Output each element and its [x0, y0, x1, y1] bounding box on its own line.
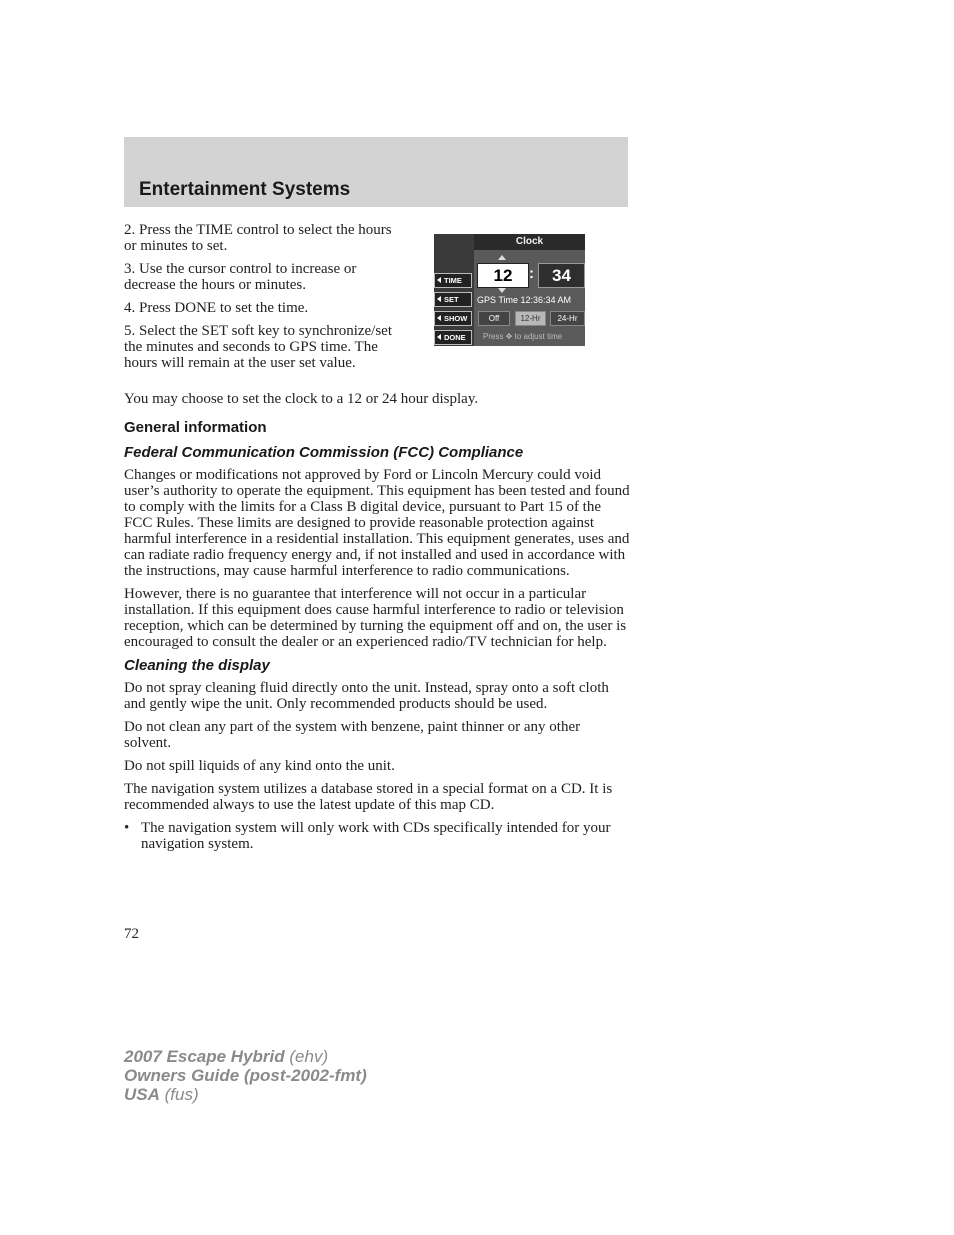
section-title: Entertainment Systems: [139, 179, 351, 200]
step-3: 3. Use the cursor control to increase or decrease the hours or minutes.: [124, 261, 357, 293]
clock-hours: 12: [477, 263, 529, 288]
general-information-heading: General information: [124, 419, 267, 436]
main-content: [124, 391, 630, 852]
step-4: 4. Press DONE to set the time.: [124, 300, 309, 316]
fcc-heading: Federal Communication Commission (FCC) Compliance: [124, 444, 524, 461]
document-footer: [124, 1047, 367, 1104]
cleaning-paragraph-2: Do not clean any part of the system with benzene, paint thinner or any other solvent.: [124, 719, 581, 751]
soft-key-done: DONE: [434, 330, 472, 345]
bullet-text: The navigation system will only work with CDs specifically intended for your navigation system.: [141, 820, 611, 852]
left-arrow-icon: [437, 277, 441, 283]
clock-screen-title: Clock: [474, 234, 585, 250]
option-24-hr: 24-Hr: [550, 311, 585, 326]
step-2: 2. Press the TIME control to select the hours or minutes to set.: [124, 222, 392, 254]
arrow-up-icon: [498, 255, 506, 260]
clock-minutes: 34: [538, 263, 585, 288]
fcc-paragraph-1: Changes or modifications not approved by Ford or Lincoln Mercury could void user’s authority to operate the equipment. This equipment has been tested and found to comply with the limits for a Class B digital device, pursuant to Part 15 of the FCC Rules. These limits are designed to provide reasonable protection against harmful interference in a residential installation. This equipment generates, uses and can radiate radio frequency energy and, if not installed and used in accordance with the instructions, may cause harmful interference to radio communications.: [124, 467, 630, 579]
cleaning-heading: Cleaning the display: [124, 657, 270, 674]
step-5: 5. Select the SET soft key to synchronize/set the minutes and seconds to GPS time. The hours will remain at the user set value.: [124, 323, 393, 371]
clock-steps: [124, 222, 394, 378]
gps-time: GPS Time 12:36:34 AM: [477, 295, 572, 305]
cleaning-paragraph-3: Do not spill liquids of any kind onto the unit.: [124, 758, 395, 774]
arrow-down-icon: [498, 288, 506, 293]
left-arrow-icon: [437, 315, 441, 321]
soft-key-set: SET: [434, 292, 472, 307]
adjust-hint: Press ✥ to adjust time: [483, 332, 563, 341]
cleaning-paragraph-1: Do not spray cleaning fluid directly onto the unit. Instead, spray onto a soft cloth and gently wipe the unit. Only recommended products should be used.: [124, 680, 609, 712]
soft-key-time: TIME: [434, 273, 472, 288]
intro-text: You may choose to set the clock to a 12 or 24 hour display.: [124, 391, 479, 407]
footer-line-2: Owners Guide (post-2002-fmt): [124, 1066, 367, 1085]
soft-key-show: SHOW: [434, 311, 472, 326]
cleaning-paragraph-4: The navigation system utilizes a database stored in a special format on a CD. It is recommended always to use the latest update of this map CD.: [124, 781, 613, 813]
clock-colon: :: [529, 265, 534, 282]
option-12-hr: 12-Hr: [515, 311, 546, 326]
fcc-paragraph-2: However, there is no guarantee that interference will not occur in a particular installation. If this equipment does cause harmful interference to radio or television reception, which can be determined by turning the equipment off and on, the user is encouraged to consult the dealer or an experienced radio/TV technician for help.: [124, 586, 627, 650]
left-arrow-icon: [437, 334, 441, 340]
left-arrow-icon: [437, 296, 441, 302]
bullet-icon: •: [124, 820, 130, 836]
footer-line-1: 2007 Escape Hybrid (ehv): [124, 1047, 329, 1066]
footer-line-3: USA (fus): [124, 1085, 199, 1104]
list-item: [124, 820, 630, 852]
section-header-band: [124, 137, 628, 207]
option-off: Off: [478, 311, 510, 326]
page-number: 72: [124, 926, 139, 942]
clock-screen-illustration: [434, 234, 585, 346]
